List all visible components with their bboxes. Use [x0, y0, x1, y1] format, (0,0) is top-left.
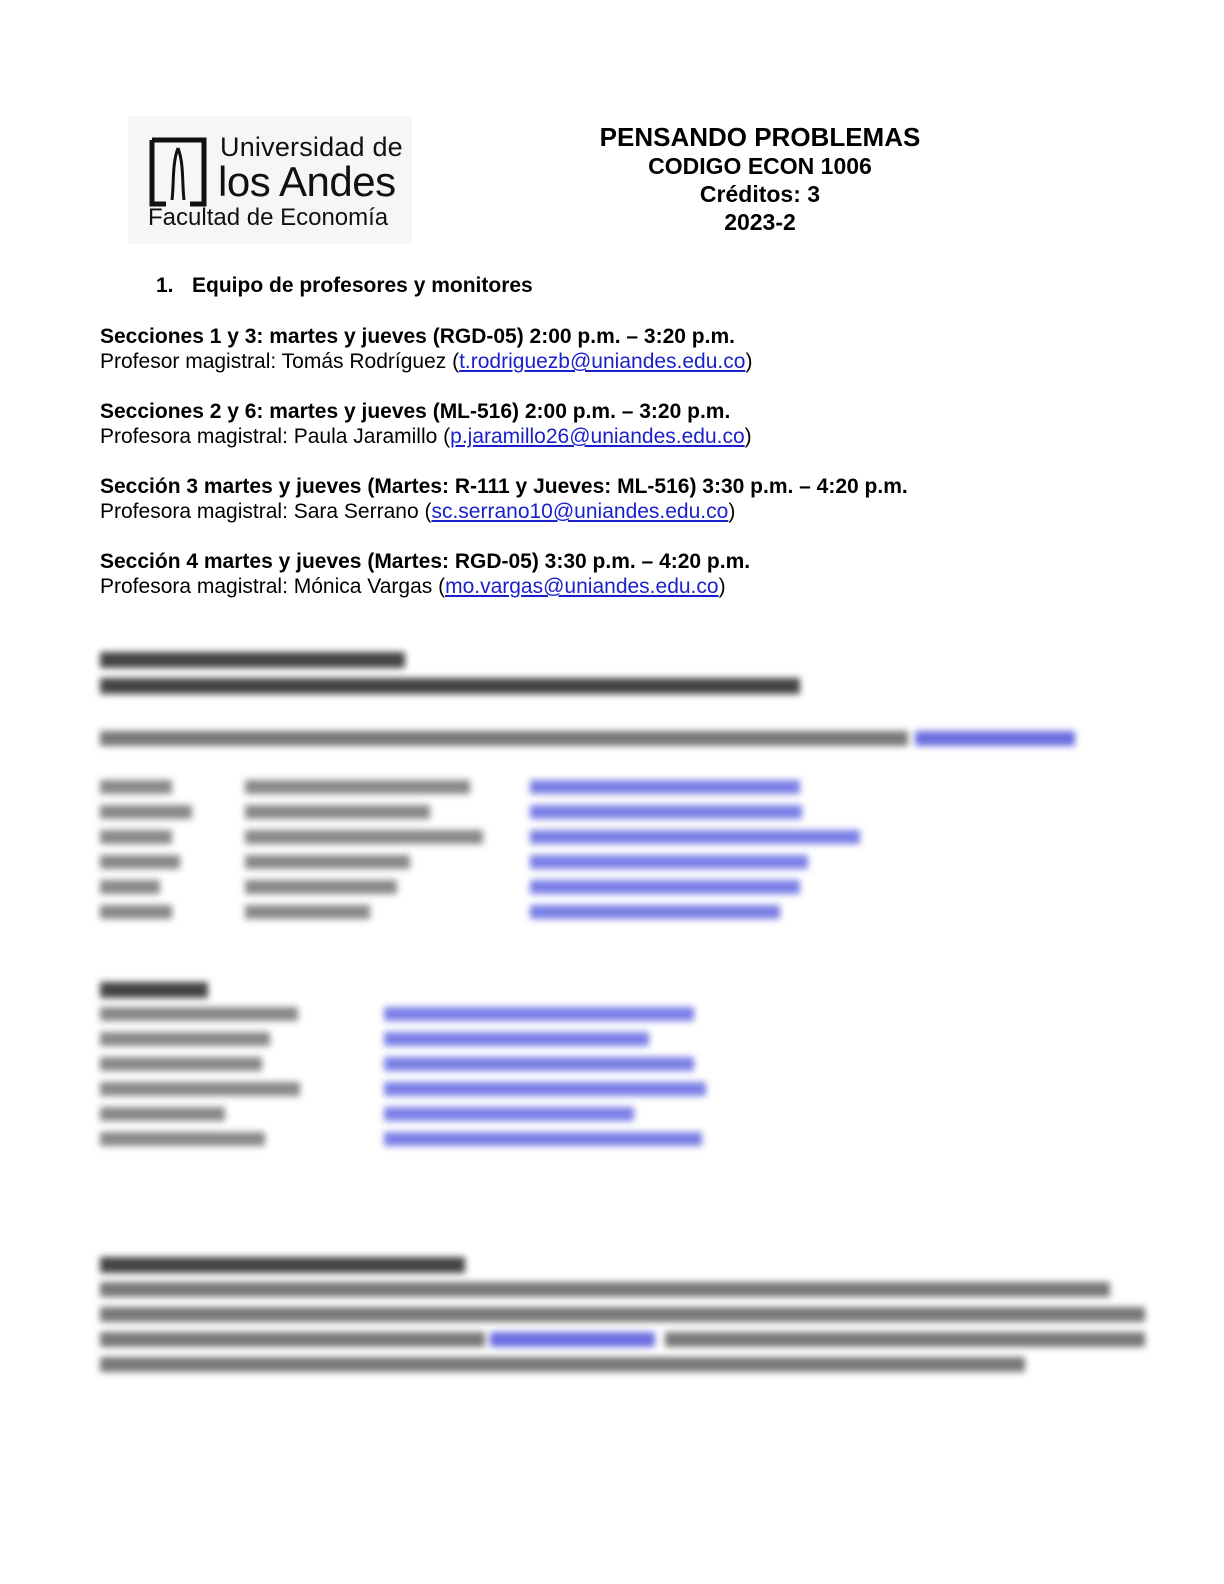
group-header: Sección 3 martes y jueves (Martes: R-111 y Jueves: ML-516) 3:30 p.m. – 4:20 p.m. [100, 475, 908, 498]
professor-email-link[interactable]: t.rodriguezb@uniandes.edu.co [459, 350, 746, 373]
course-title: PENSANDO PROBLEMAS [599, 122, 921, 152]
professor-label: Profesor magistral: Tomás Rodríguez ( [100, 350, 460, 373]
group-header: Sección 4 martes y jueves (Martes: RGD-05) 3:30 p.m. – 4:20 p.m. [100, 550, 751, 573]
paren-close: ) [728, 500, 736, 523]
course-term: 2023-2 [724, 209, 796, 235]
group-header: Secciones 2 y 6: martes y jueves (ML-516) 2:00 p.m. – 3:20 p.m. [100, 400, 731, 423]
professor-email-link[interactable]: sc.serrano10@uniandes.edu.co [431, 500, 729, 523]
professor-label: Profesora magistral: Paula Jaramillo ( [100, 425, 451, 448]
professor-email-link[interactable]: p.jaramillo26@uniandes.edu.co [450, 425, 745, 448]
section-title: Equipo de profesores y monitores [192, 274, 533, 297]
logo-text-university: Universidad de [220, 132, 403, 162]
logo-text-faculty: Facultad de Economía [148, 204, 389, 231]
group-header: Secciones 1 y 3: martes y jueves (RGD-05) 2:00 p.m. – 3:20 p.m. [100, 325, 735, 348]
paren-close: ) [744, 425, 752, 448]
course-code: CODIGO ECON 1006 [648, 153, 872, 179]
professor-email-link[interactable]: mo.vargas@uniandes.edu.co [445, 575, 719, 598]
course-credits: Créditos: 3 [699, 181, 821, 207]
logo-text-andes: los Andes [218, 158, 396, 205]
professor-label: Profesora magistral: Mónica Vargas ( [100, 575, 446, 598]
section-number: 1. [156, 274, 174, 297]
paren-close: ) [718, 575, 726, 598]
paren-close: ) [745, 350, 753, 373]
professor-label: Profesora magistral: Sara Serrano ( [100, 500, 432, 523]
